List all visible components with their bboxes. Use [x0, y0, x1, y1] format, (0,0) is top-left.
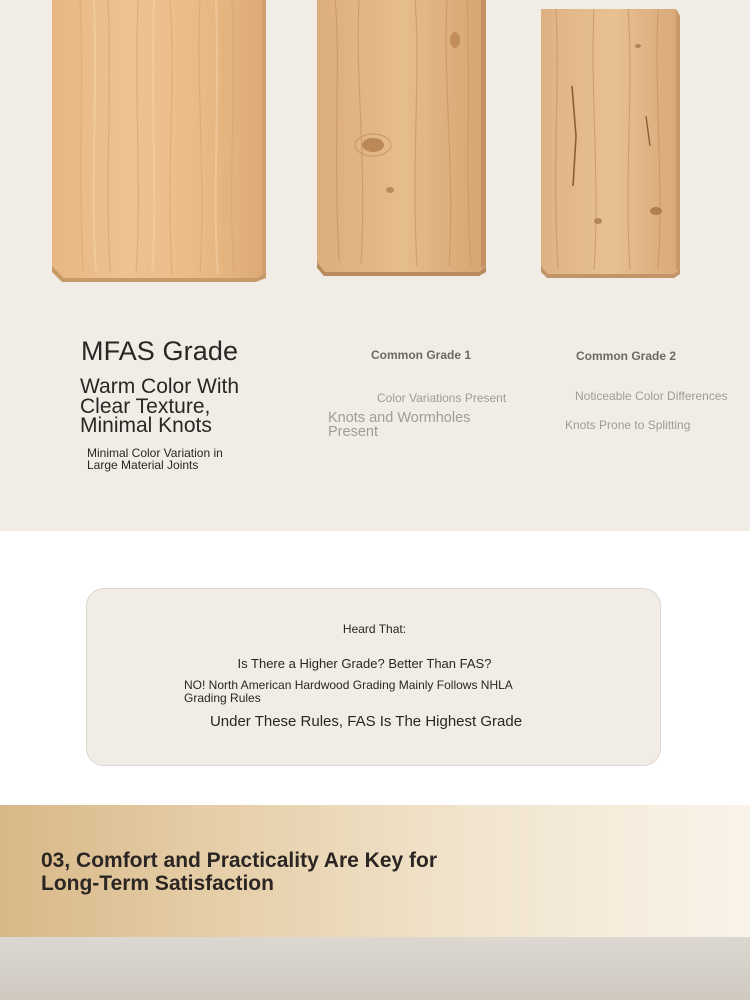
common-grade-1-title: Common Grade 1: [371, 348, 472, 362]
common-grade-1-feature-knots: Knots and Wormholes Present: [328, 410, 471, 440]
banner-title: 03, Comfort and Practicality Are Key for Long-Term Satisfaction: [41, 849, 438, 895]
bottom-image-area: [0, 937, 750, 1000]
common-grade-1-feature-color: Color Variations Present: [377, 391, 507, 405]
section-banner: [0, 805, 750, 937]
card-highlight: Under These Rules, FAS Is The Highest Grade: [209, 713, 523, 730]
mfas-grade-title: MFAS Grade: [81, 336, 239, 366]
common-grade-2-title: Common Grade 2: [576, 349, 677, 363]
common-grade-2-feature-knots: Knots Prone to Splitting: [565, 418, 691, 432]
mfas-grade-subtext: Minimal Color Variation in Large Material Joints: [87, 446, 223, 472]
mfas-grade-description: Warm Color With Clear Texture, Minimal Knots: [80, 375, 240, 437]
common-grade-2-plank-image: [538, 6, 684, 278]
common-grade-2-feature-color: Noticeable Color Differences: [575, 389, 728, 403]
grading-info-card: [86, 588, 661, 766]
card-answer: NO! North American Hardwood Grading Mainly Follows NHLA Grading Rules: [184, 678, 513, 705]
common-grade-1-plank-image: [315, 0, 490, 276]
card-heading: Heard That:: [342, 622, 407, 636]
mfas-plank-image: [50, 0, 270, 282]
card-question: Is There a Higher Grade? Better Than FAS?: [237, 656, 492, 671]
